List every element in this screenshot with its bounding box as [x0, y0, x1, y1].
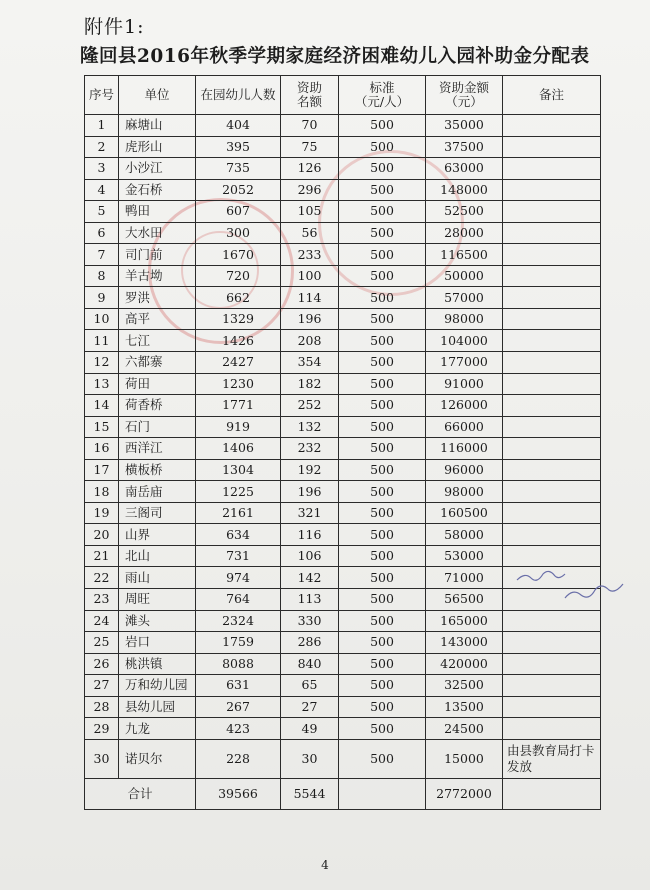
cell-quota: 286 [281, 632, 339, 654]
table-row [85, 524, 601, 546]
cell-note: 由县教育局打卡发放 [503, 739, 601, 778]
cell-amount: 98000 [426, 481, 503, 503]
cell-unit: 七江 [119, 330, 196, 352]
cell-standard: 500 [339, 459, 426, 481]
cell-amount: 148000 [426, 179, 503, 201]
cell-quota: 113 [281, 589, 339, 611]
table-row [85, 459, 601, 481]
cell-unit: 县幼儿园 [119, 696, 196, 718]
cell-standard: 500 [339, 589, 426, 611]
table-row [85, 265, 601, 287]
table-row [85, 352, 601, 374]
cell-enrolled: 1230 [196, 373, 281, 395]
total-enrolled: 39566 [196, 778, 281, 809]
cell-note [503, 373, 601, 395]
cell-standard: 500 [339, 308, 426, 330]
cell-note [503, 502, 601, 524]
table-row [85, 696, 601, 718]
header-unit: 单位 [119, 76, 196, 115]
cell-unit: 岩口 [119, 632, 196, 654]
cell-unit: 荷田 [119, 373, 196, 395]
cell-quota: 30 [281, 739, 339, 778]
cell-standard: 500 [339, 438, 426, 460]
cell-no: 19 [85, 502, 119, 524]
cell-no: 27 [85, 675, 119, 697]
cell-no: 17 [85, 459, 119, 481]
cell-standard: 500 [339, 675, 426, 697]
cell-note [503, 352, 601, 374]
cell-enrolled: 404 [196, 115, 281, 137]
attachment-label: 附件1: [84, 16, 145, 38]
cell-no: 30 [85, 739, 119, 778]
cell-no: 6 [85, 222, 119, 244]
header-no: 序号 [85, 76, 119, 115]
cell-unit: 九龙 [119, 718, 196, 740]
cell-unit: 三阁司 [119, 502, 196, 524]
cell-quota: 330 [281, 610, 339, 632]
total-standard [339, 778, 426, 809]
cell-amount: 98000 [426, 308, 503, 330]
cell-no: 15 [85, 416, 119, 438]
header-amount: 资助金额 （元） [426, 76, 503, 115]
cell-enrolled: 919 [196, 416, 281, 438]
cell-unit: 麻塘山 [119, 115, 196, 137]
cell-no: 16 [85, 438, 119, 460]
cell-amount: 53000 [426, 545, 503, 567]
cell-no: 4 [85, 179, 119, 201]
cell-quota: 65 [281, 675, 339, 697]
cell-unit: 虎形山 [119, 136, 196, 158]
table-row [85, 653, 601, 675]
cell-quota: 321 [281, 502, 339, 524]
cell-standard: 500 [339, 115, 426, 137]
cell-unit: 横板桥 [119, 459, 196, 481]
cell-unit: 桃洪镇 [119, 653, 196, 675]
cell-standard: 500 [339, 287, 426, 309]
cell-amount: 57000 [426, 287, 503, 309]
cell-note [503, 438, 601, 460]
cell-enrolled: 300 [196, 222, 281, 244]
cell-unit: 六都寨 [119, 352, 196, 374]
cell-amount: 24500 [426, 718, 503, 740]
table-row [85, 287, 601, 309]
cell-enrolled: 735 [196, 158, 281, 180]
cell-quota: 56 [281, 222, 339, 244]
cell-no: 14 [85, 395, 119, 417]
cell-amount: 32500 [426, 675, 503, 697]
cell-enrolled: 2324 [196, 610, 281, 632]
cell-no: 26 [85, 653, 119, 675]
cell-enrolled: 1670 [196, 244, 281, 266]
table-row [85, 589, 601, 611]
cell-quota: 114 [281, 287, 339, 309]
cell-enrolled: 228 [196, 739, 281, 778]
cell-standard: 500 [339, 222, 426, 244]
cell-standard: 500 [339, 244, 426, 266]
total-quota: 5544 [281, 778, 339, 809]
cell-amount: 165000 [426, 610, 503, 632]
cell-note [503, 395, 601, 417]
table-row [85, 502, 601, 524]
table-row [85, 545, 601, 567]
cell-enrolled: 1329 [196, 308, 281, 330]
cell-enrolled: 720 [196, 265, 281, 287]
cell-amount: 420000 [426, 653, 503, 675]
table-row [85, 395, 601, 417]
cell-amount: 96000 [426, 459, 503, 481]
total-row [85, 778, 601, 809]
cell-note [503, 330, 601, 352]
cell-note [503, 265, 601, 287]
cell-note [503, 675, 601, 697]
cell-standard: 500 [339, 545, 426, 567]
cell-amount: 104000 [426, 330, 503, 352]
cell-enrolled: 1304 [196, 459, 281, 481]
cell-amount: 66000 [426, 416, 503, 438]
cell-amount: 37500 [426, 136, 503, 158]
cell-note [503, 632, 601, 654]
cell-amount: 63000 [426, 158, 503, 180]
cell-amount: 35000 [426, 115, 503, 137]
table-row [85, 201, 601, 223]
cell-enrolled: 1759 [196, 632, 281, 654]
cell-unit: 石门 [119, 416, 196, 438]
cell-unit: 诺贝尔 [119, 739, 196, 778]
cell-standard: 500 [339, 567, 426, 589]
cell-quota: 106 [281, 545, 339, 567]
cell-enrolled: 731 [196, 545, 281, 567]
page-number: 4 [321, 858, 329, 872]
cell-quota: 182 [281, 373, 339, 395]
cell-unit: 大水田 [119, 222, 196, 244]
cell-amount: 50000 [426, 265, 503, 287]
cell-no: 8 [85, 265, 119, 287]
cell-enrolled: 631 [196, 675, 281, 697]
cell-standard: 500 [339, 330, 426, 352]
cell-amount: 143000 [426, 632, 503, 654]
cell-standard: 500 [339, 718, 426, 740]
cell-standard: 500 [339, 179, 426, 201]
cell-amount: 58000 [426, 524, 503, 546]
table-row [85, 373, 601, 395]
cell-amount: 15000 [426, 739, 503, 778]
cell-quota: 233 [281, 244, 339, 266]
table-row [85, 438, 601, 460]
cell-note [503, 718, 601, 740]
cell-enrolled: 423 [196, 718, 281, 740]
cell-note [503, 524, 601, 546]
cell-no: 25 [85, 632, 119, 654]
cell-standard: 500 [339, 352, 426, 374]
cell-standard: 500 [339, 158, 426, 180]
cell-quota: 196 [281, 308, 339, 330]
table-body [85, 115, 601, 810]
cell-no: 24 [85, 610, 119, 632]
cell-note [503, 201, 601, 223]
cell-note [503, 481, 601, 503]
header-enrolled: 在园幼儿人数 [196, 76, 281, 115]
cell-no: 21 [85, 545, 119, 567]
cell-standard: 500 [339, 395, 426, 417]
cell-quota: 142 [281, 567, 339, 589]
allocation-table [84, 75, 601, 810]
cell-quota: 196 [281, 481, 339, 503]
total-amount: 2772000 [426, 778, 503, 809]
cell-enrolled: 764 [196, 589, 281, 611]
cell-note [503, 136, 601, 158]
table-row [85, 308, 601, 330]
cell-amount: 116000 [426, 438, 503, 460]
cell-unit: 小沙江 [119, 158, 196, 180]
total-note [503, 778, 601, 809]
cell-unit: 西洋江 [119, 438, 196, 460]
cell-amount: 160500 [426, 502, 503, 524]
cell-standard: 500 [339, 502, 426, 524]
cell-note [503, 287, 601, 309]
cell-no: 11 [85, 330, 119, 352]
cell-unit: 雨山 [119, 567, 196, 589]
cell-unit: 周旺 [119, 589, 196, 611]
cell-quota: 116 [281, 524, 339, 546]
cell-standard: 500 [339, 265, 426, 287]
cell-standard: 500 [339, 610, 426, 632]
cell-enrolled: 1426 [196, 330, 281, 352]
cell-standard: 500 [339, 739, 426, 778]
cell-enrolled: 267 [196, 696, 281, 718]
cell-amount: 13500 [426, 696, 503, 718]
cell-amount: 116500 [426, 244, 503, 266]
cell-quota: 354 [281, 352, 339, 374]
table-row [85, 739, 601, 778]
cell-no: 20 [85, 524, 119, 546]
cell-no: 3 [85, 158, 119, 180]
cell-quota: 132 [281, 416, 339, 438]
cell-no: 7 [85, 244, 119, 266]
cell-unit: 羊古坳 [119, 265, 196, 287]
cell-note [503, 115, 601, 137]
cell-standard: 500 [339, 481, 426, 503]
table-row [85, 718, 601, 740]
table-row [85, 632, 601, 654]
table-row [85, 481, 601, 503]
cell-no: 9 [85, 287, 119, 309]
table-row [85, 179, 601, 201]
cell-unit: 万和幼儿园 [119, 675, 196, 697]
table-row [85, 158, 601, 180]
cell-note [503, 696, 601, 718]
cell-note [503, 589, 601, 611]
cell-note [503, 244, 601, 266]
cell-note [503, 308, 601, 330]
total-label: 合计 [85, 778, 196, 809]
cell-unit: 山界 [119, 524, 196, 546]
cell-quota: 840 [281, 653, 339, 675]
cell-enrolled: 2427 [196, 352, 281, 374]
table-row [85, 610, 601, 632]
cell-unit: 罗洪 [119, 287, 196, 309]
cell-quota: 70 [281, 115, 339, 137]
cell-enrolled: 974 [196, 567, 281, 589]
cell-enrolled: 1771 [196, 395, 281, 417]
cell-note [503, 459, 601, 481]
cell-amount: 56500 [426, 589, 503, 611]
cell-standard: 500 [339, 696, 426, 718]
table-row [85, 416, 601, 438]
cell-note [503, 158, 601, 180]
cell-note [503, 567, 601, 589]
cell-quota: 208 [281, 330, 339, 352]
table-row [85, 330, 601, 352]
cell-no: 13 [85, 373, 119, 395]
cell-amount: 52500 [426, 201, 503, 223]
cell-note [503, 222, 601, 244]
cell-enrolled: 1225 [196, 481, 281, 503]
table-row [85, 244, 601, 266]
cell-no: 18 [85, 481, 119, 503]
header-quota: 资助 名额 [281, 76, 339, 115]
cell-quota: 252 [281, 395, 339, 417]
cell-amount: 126000 [426, 395, 503, 417]
cell-standard: 500 [339, 524, 426, 546]
cell-unit: 鸭田 [119, 201, 196, 223]
cell-enrolled: 395 [196, 136, 281, 158]
header-standard: 标准 （元/人） [339, 76, 426, 115]
cell-enrolled: 662 [196, 287, 281, 309]
cell-standard: 500 [339, 632, 426, 654]
cell-unit: 司门前 [119, 244, 196, 266]
header-note: 备注 [503, 76, 601, 115]
cell-unit: 南岳庙 [119, 481, 196, 503]
cell-quota: 296 [281, 179, 339, 201]
cell-no: 29 [85, 718, 119, 740]
cell-quota: 27 [281, 696, 339, 718]
cell-unit: 滩头 [119, 610, 196, 632]
cell-enrolled: 8088 [196, 653, 281, 675]
cell-no: 2 [85, 136, 119, 158]
table-row [85, 136, 601, 158]
table-row [85, 222, 601, 244]
cell-note [503, 179, 601, 201]
cell-standard: 500 [339, 136, 426, 158]
cell-unit: 高平 [119, 308, 196, 330]
cell-no: 22 [85, 567, 119, 589]
cell-note [503, 653, 601, 675]
table-row [85, 115, 601, 137]
cell-enrolled: 2052 [196, 179, 281, 201]
cell-note [503, 545, 601, 567]
cell-no: 23 [85, 589, 119, 611]
cell-standard: 500 [339, 201, 426, 223]
cell-enrolled: 634 [196, 524, 281, 546]
cell-note [503, 610, 601, 632]
cell-quota: 49 [281, 718, 339, 740]
table-header-row [85, 76, 601, 115]
cell-quota: 232 [281, 438, 339, 460]
cell-no: 5 [85, 201, 119, 223]
cell-amount: 177000 [426, 352, 503, 374]
cell-no: 10 [85, 308, 119, 330]
table-row [85, 675, 601, 697]
cell-no: 28 [85, 696, 119, 718]
cell-enrolled: 607 [196, 201, 281, 223]
cell-amount: 71000 [426, 567, 503, 589]
document-title: 隆回县2016年秋季学期家庭经济困难幼儿入园补助金分配表 [80, 46, 590, 67]
cell-note [503, 416, 601, 438]
cell-enrolled: 2161 [196, 502, 281, 524]
cell-no: 1 [85, 115, 119, 137]
cell-quota: 192 [281, 459, 339, 481]
cell-quota: 75 [281, 136, 339, 158]
cell-quota: 105 [281, 201, 339, 223]
table-row [85, 567, 601, 589]
cell-standard: 500 [339, 373, 426, 395]
cell-unit: 北山 [119, 545, 196, 567]
cell-standard: 500 [339, 653, 426, 675]
cell-enrolled: 1406 [196, 438, 281, 460]
cell-quota: 100 [281, 265, 339, 287]
cell-quota: 126 [281, 158, 339, 180]
cell-unit: 荷香桥 [119, 395, 196, 417]
cell-unit: 金石桥 [119, 179, 196, 201]
cell-standard: 500 [339, 416, 426, 438]
cell-no: 12 [85, 352, 119, 374]
cell-amount: 91000 [426, 373, 503, 395]
cell-amount: 28000 [426, 222, 503, 244]
